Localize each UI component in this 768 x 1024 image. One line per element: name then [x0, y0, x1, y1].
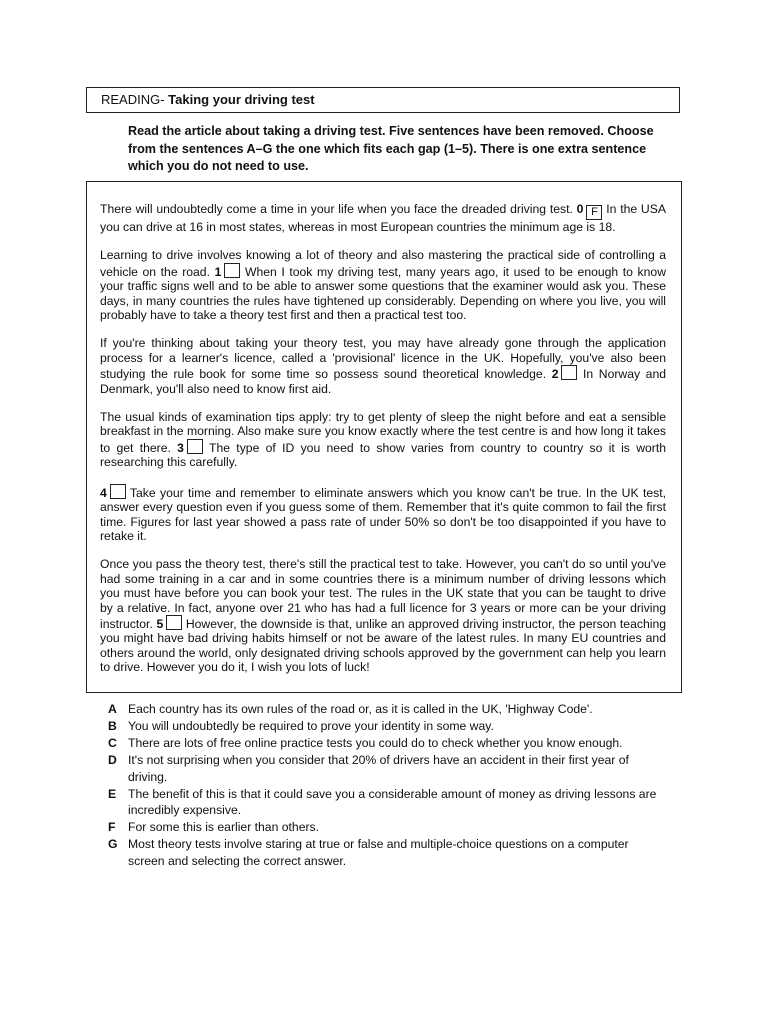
gap-box-5[interactable] [166, 615, 182, 630]
gap-number-3: 3 [177, 440, 184, 455]
option-a[interactable]: A Each country has its own rules of the road or, as it is called in the UK, 'Highway Code'. [108, 702, 593, 716]
title-prefix: READING- [101, 92, 169, 107]
title-text: Taking your driving test [168, 92, 315, 107]
paragraph-5: 4 Take your time and remember to eliminate answers which you know can't be true. In the UK test, answer every question even if you guess some of them. Remember that it's quite common to fail the first time. Figures for last year showed a pass rate of under 50% so don't be too disappointed if you have to retake it. [100, 485, 666, 543]
paragraph-3: If you're thinking about taking your theory test, you may have already gone through the application process for a learner's licence, called a 'provisional' licence in the UK. Hopefully, you've also been studying the rule book for some time so possess sound theoretical knowledge. 2 In Norway and Denmark, you'll also need to know first aid. [100, 336, 666, 396]
gap-box-1[interactable] [224, 263, 240, 278]
option-e[interactable]: E The benefit of this is that it could save you a considerable amount of money as driving lessons are incredibly expensive. [108, 786, 657, 818]
paragraph-6: Once you pass the theory test, there's still the practical test to take. However, you can't do so until you've had some training in a car and in some countries there is a minimum number of driving lessons which you must have before you can book your test. The rules in the UK state that you can be taught to drive by a relative. In fact, anyone over 21 who has had a full licence for 3 years or more can be your driving instructor. 5 However, the downside is that, unlike an approved driving instructor, the person teaching you might have bad driving habits himself or not be aware of the latest rules. In many EU countries and others around the world, only designated driving schools approved by the government can help you learn to drive. However you do it, I wish you lots of luck! [100, 557, 667, 675]
option-b[interactable]: B You will undoubtedly be required to prove your identity in some way. [108, 718, 494, 733]
gap-box-4[interactable] [110, 484, 126, 499]
gap-number-5: 5 [156, 616, 164, 631]
title-box [86, 87, 680, 113]
option-d[interactable]: D It's not surprising when you consider that 20% of drivers have an accident in their first year of driving. [108, 752, 629, 784]
gap-box-0: F [586, 205, 602, 220]
instructions: Read the article about taking a driving test. Five sentences have been removed. Choose from the sentences A–G the one which fits each gap (1–5). There is one extra sentence which you do not need to use. [128, 124, 654, 173]
gap-number-1: 1 [214, 264, 222, 279]
paragraph-1: There will undoubtedly come a time in your life when you face the dreaded driving test. 0 F In the USA you can drive at 16 in most states, whereas in most European countries the minimum age is 18. [100, 202, 666, 234]
paragraph-2: Learning to drive involves knowing a lot of theory and also mastering the practical side of controlling a vehicle on the road. 1 When I took my driving test, many years ago, it used to be enough to know your traffic signs well and to be able to answer some questions that the examiner would ask you. These days, in many countries the rules have tightened up considerably. Depending on where you live, you will probably have to take a theory test first and then a practical test too. [100, 248, 666, 323]
article [100, 202, 666, 689]
gap-number-2: 2 [551, 367, 559, 382]
option-g[interactable]: G Most theory tests involve staring at true or false and multiple-choice questions on a computer screen and selecting the correct answer. [108, 837, 629, 869]
gap-number-0: 0 [576, 202, 584, 216]
gap-box-2[interactable] [561, 365, 577, 380]
option-f[interactable]: F For some this is earlier than others. [108, 820, 320, 835]
gap-number-4: 4 [100, 485, 107, 500]
gap-box-3[interactable] [187, 439, 203, 454]
answer-options [108, 701, 668, 870]
option-c[interactable]: C There are lots of free online practice tests you could do to check whether you know enough. [108, 735, 623, 750]
paragraph-4: The usual kinds of examination tips apply: try to get plenty of sleep the night before and eat a sensible breakfast in the morning. Also make sure you know exactly where the test centre is and how long it takes to get there. 3 The type of ID you need to show varies from country to country so it is worth researching this carefully. [100, 410, 666, 470]
